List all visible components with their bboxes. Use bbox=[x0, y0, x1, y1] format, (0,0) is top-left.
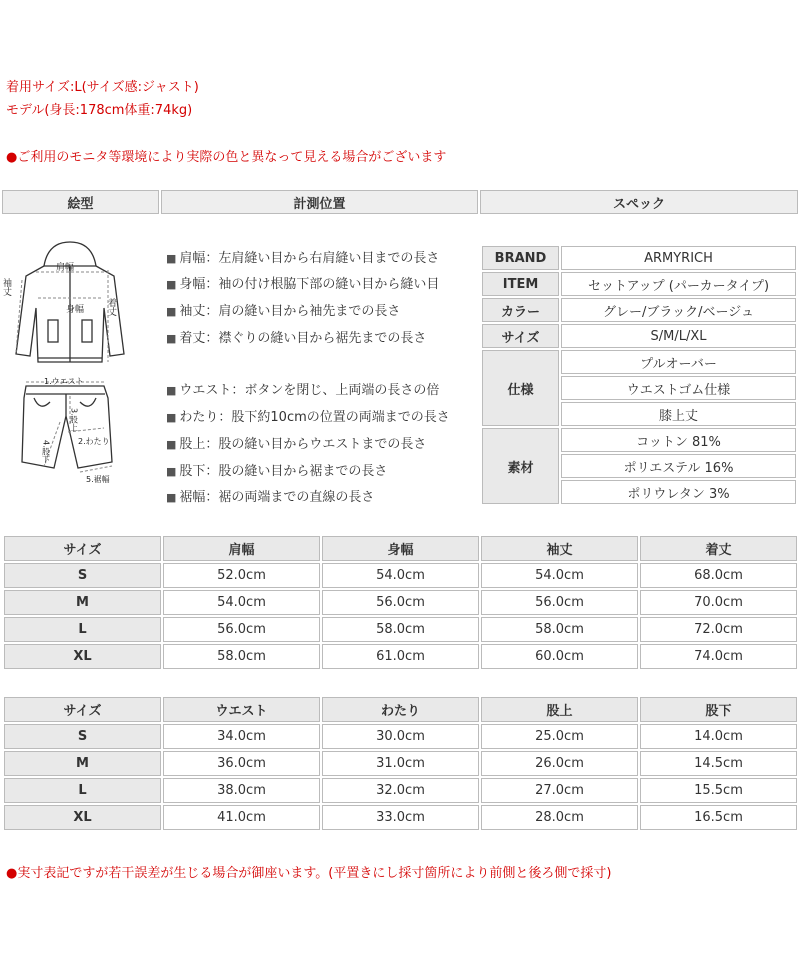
table-row bbox=[4, 805, 797, 830]
size-cell: XL bbox=[4, 644, 161, 669]
table-cell: 61.0cm bbox=[322, 644, 479, 669]
size-cell: XL bbox=[4, 805, 161, 830]
bottom-size-table bbox=[2, 695, 799, 832]
table-cell: 56.0cm bbox=[481, 590, 638, 615]
measure-thigh: ■ わたり：股下約10cmの位置の両端までの長さ bbox=[166, 410, 450, 425]
spec-value: ウエストゴム仕様 bbox=[561, 376, 796, 400]
table-cell: 58.0cm bbox=[481, 617, 638, 642]
column-header: サイズ bbox=[4, 697, 161, 722]
bullet-square-icon: ■ bbox=[166, 491, 177, 504]
table-row bbox=[4, 590, 797, 615]
bullet-square-icon: ■ bbox=[166, 465, 177, 478]
table-cell: 34.0cm bbox=[163, 724, 320, 749]
size-cell: M bbox=[4, 590, 161, 615]
size-cell: M bbox=[4, 751, 161, 776]
table-cell: 16.5cm bbox=[640, 805, 797, 830]
table-cell: 58.0cm bbox=[163, 644, 320, 669]
column-header: 袖丈 bbox=[481, 536, 638, 561]
spec-table bbox=[480, 244, 798, 506]
spec-label: 素材 bbox=[482, 428, 559, 504]
table-cell: 74.0cm bbox=[640, 644, 797, 669]
spec-value: 膝上丈 bbox=[561, 402, 796, 426]
measure-waist: ■ ウエスト：ボタンを閉じ、上両端の長さの倍 bbox=[166, 383, 440, 398]
spec-value: グレー/ブラック/ベージュ bbox=[561, 298, 796, 322]
table-cell: 27.0cm bbox=[481, 778, 638, 803]
shorts-label-hem: 5.裾幅 bbox=[86, 475, 110, 484]
spec-row-material bbox=[482, 428, 796, 452]
table-cell: 32.0cm bbox=[322, 778, 479, 803]
model-size-info: 着用サイズ:L(サイズ感:ジャスト) bbox=[6, 80, 199, 95]
table-cell: 58.0cm bbox=[322, 617, 479, 642]
table-cell: 52.0cm bbox=[163, 563, 320, 588]
table-cell: 54.0cm bbox=[163, 590, 320, 615]
bullet-square-icon: ■ bbox=[166, 305, 177, 318]
spec-label: ITEM bbox=[482, 272, 559, 296]
model-body-info: モデル(身長:178cm体重:74kg) bbox=[6, 103, 193, 118]
table-cell: 26.0cm bbox=[481, 751, 638, 776]
table-row bbox=[4, 617, 797, 642]
table-cell: 60.0cm bbox=[481, 644, 638, 669]
table-cell: 15.5cm bbox=[640, 778, 797, 803]
hoodie-label-sleeve: 袖丈 bbox=[1, 278, 11, 296]
spec-row-brand bbox=[482, 246, 796, 270]
measure-sleeve: ■ 袖丈：肩の縫い目から袖先までの長さ bbox=[166, 304, 401, 319]
table-row bbox=[4, 751, 797, 776]
spec-value: セットアップ (パーカータイプ) bbox=[561, 272, 796, 296]
hoodie-label-shoulder: 肩幅 bbox=[56, 263, 75, 273]
spec-row-size bbox=[482, 324, 796, 348]
table-cell: 54.0cm bbox=[481, 563, 638, 588]
column-header: 着丈 bbox=[640, 536, 797, 561]
size-cell: L bbox=[4, 778, 161, 803]
measure-rise: ■ 股上：股の縫い目からウエストまでの長さ bbox=[166, 437, 427, 452]
column-header: サイズ bbox=[4, 536, 161, 561]
hoodie-label-length: 着丈 bbox=[106, 298, 116, 316]
bullet-square-icon: ■ bbox=[166, 252, 177, 265]
spec-label: カラー bbox=[482, 298, 559, 322]
spec-row-color bbox=[482, 298, 796, 322]
spec-label: サイズ bbox=[482, 324, 559, 348]
bullet-square-icon: ■ bbox=[166, 411, 177, 424]
header-spec: スペック bbox=[480, 190, 798, 214]
spec-row-item bbox=[482, 272, 796, 296]
table-cell: 68.0cm bbox=[640, 563, 797, 588]
column-header: 身幅 bbox=[322, 536, 479, 561]
table-cell: 33.0cm bbox=[322, 805, 479, 830]
shorts-label-rise: 3.股上 bbox=[69, 408, 79, 432]
table-cell: 72.0cm bbox=[640, 617, 797, 642]
bullet-square-icon: ■ bbox=[166, 438, 177, 451]
table-cell: 28.0cm bbox=[481, 805, 638, 830]
table-header-row bbox=[4, 697, 797, 722]
table-cell: 41.0cm bbox=[163, 805, 320, 830]
top-size-table bbox=[2, 534, 799, 671]
column-header: 股下 bbox=[640, 697, 797, 722]
spec-value: プルオーバー bbox=[561, 350, 796, 374]
table-header-row bbox=[4, 536, 797, 561]
measure-shoulder: ■ 肩幅：左肩縫い目から右肩縫い目までの長さ bbox=[166, 251, 440, 266]
bullet-square-icon: ■ bbox=[166, 384, 177, 397]
table-cell: 31.0cm bbox=[322, 751, 479, 776]
table-cell: 25.0cm bbox=[481, 724, 638, 749]
column-header: 股上 bbox=[481, 697, 638, 722]
bullet-square-icon: ■ bbox=[166, 332, 177, 345]
size-cell: S bbox=[4, 563, 161, 588]
column-header: 肩幅 bbox=[163, 536, 320, 561]
garment-illustration bbox=[1, 236, 154, 506]
shorts-drawing bbox=[22, 386, 112, 468]
table-cell: 70.0cm bbox=[640, 590, 797, 615]
spec-value: ポリエステル 16% bbox=[561, 454, 796, 478]
header-illustration: 絵型 bbox=[2, 190, 159, 214]
column-header: わたり bbox=[322, 697, 479, 722]
spec-row-style bbox=[482, 350, 796, 374]
table-cell: 30.0cm bbox=[322, 724, 479, 749]
table-row bbox=[4, 644, 797, 669]
table-row bbox=[4, 563, 797, 588]
measure-body-width: ■ 身幅：袖の付け根脇下部の縫い目から縫い目 bbox=[166, 277, 440, 292]
table-cell: 14.0cm bbox=[640, 724, 797, 749]
shorts-label-waist: 1.ウエスト bbox=[44, 377, 84, 386]
hoodie-label-body: 身幅 bbox=[66, 305, 85, 315]
shorts-label-inseam: 4.股下 bbox=[41, 440, 51, 464]
measure-length: ■ 着丈：襟ぐりの縫い目から裾先までの長さ bbox=[166, 331, 427, 346]
spec-value: ARMYRICH bbox=[561, 246, 796, 270]
table-row bbox=[4, 778, 797, 803]
size-cell: S bbox=[4, 724, 161, 749]
bullet-square-icon: ■ bbox=[166, 278, 177, 291]
column-header: ウエスト bbox=[163, 697, 320, 722]
measurement-notice: ●実寸表記ですが若干誤差が生じる場合が御座います。(平置きにし採寸箇所により前側と後ろ側で採寸) bbox=[6, 866, 612, 881]
table-cell: 56.0cm bbox=[163, 617, 320, 642]
spec-label: BRAND bbox=[482, 246, 559, 270]
shorts-label-thigh: 2.わたり bbox=[78, 437, 110, 446]
table-cell: 54.0cm bbox=[322, 563, 479, 588]
spec-label: 仕様 bbox=[482, 350, 559, 426]
spec-value: S/M/L/XL bbox=[561, 324, 796, 348]
size-cell: L bbox=[4, 617, 161, 642]
table-cell: 38.0cm bbox=[163, 778, 320, 803]
table-cell: 14.5cm bbox=[640, 751, 797, 776]
table-row bbox=[4, 724, 797, 749]
table-cell: 56.0cm bbox=[322, 590, 479, 615]
color-notice: ●ご利用のモニタ等環境により実際の色と異なって見える場合がございます bbox=[6, 150, 447, 165]
header-measure-position: 計測位置 bbox=[161, 190, 478, 214]
measure-hem: ■ 裾幅：裾の両端までの直線の長さ bbox=[166, 490, 375, 505]
spec-value: ポリウレタン 3% bbox=[561, 480, 796, 504]
measure-inseam: ■ 股下：股の縫い目から裾までの長さ bbox=[166, 464, 388, 479]
spec-value: コットン 81% bbox=[561, 428, 796, 452]
table-cell: 36.0cm bbox=[163, 751, 320, 776]
